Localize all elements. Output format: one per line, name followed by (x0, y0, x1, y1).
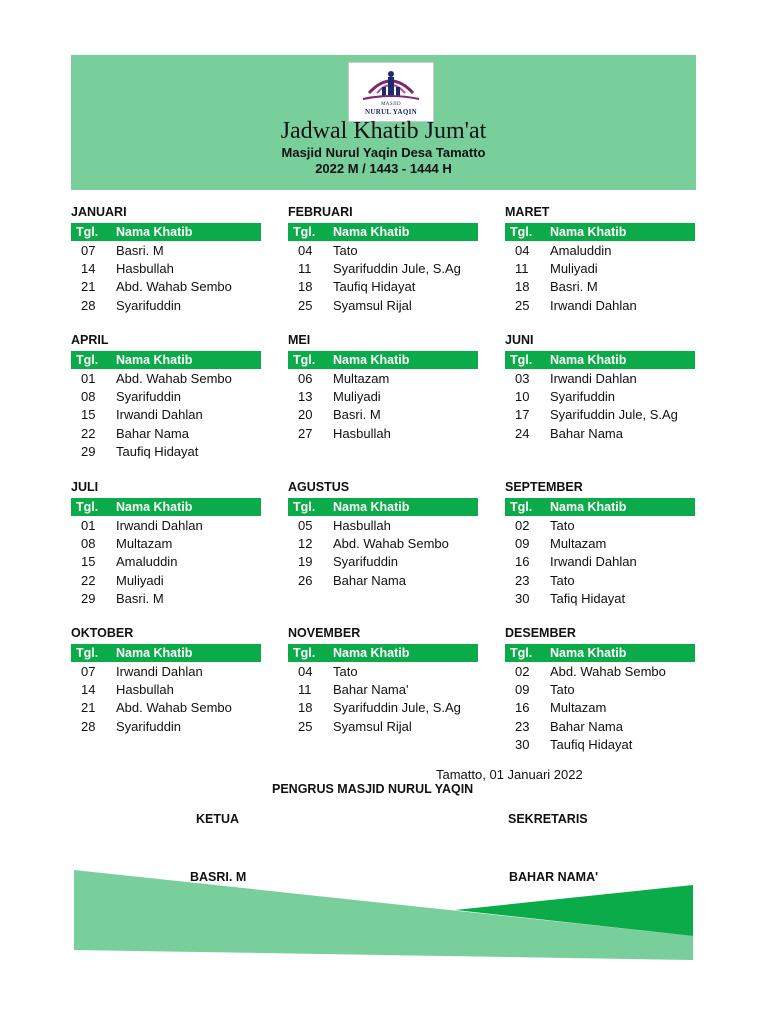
row-date: 23 (515, 572, 530, 588)
row-khatib: Tato (333, 664, 358, 679)
row-khatib: Syarifuddin (116, 389, 182, 405)
row-khatib: Taufiq Hidayat (550, 736, 633, 752)
row-khatib: Tafiq Hidayat (550, 590, 626, 606)
row-date: 16 (515, 700, 530, 716)
row-date: 17 (515, 407, 530, 423)
row-date: 28 (81, 297, 96, 313)
row-khatib: Multazam (116, 536, 173, 552)
row-date: 30 (515, 736, 530, 752)
row-date: 09 (515, 536, 530, 552)
header-date: Tgl. (293, 225, 316, 239)
row-khatib: Syamsul Rijal (333, 718, 412, 734)
row-khatib: Basri. M (333, 407, 381, 423)
month-name: DESEMBER (505, 626, 576, 640)
row-date: 16 (515, 554, 530, 570)
organization-name: PENGRUS MASJID NURUL YAQIN (272, 782, 474, 796)
row-khatib: Abd. Wahab Sembo (333, 536, 449, 552)
month-name: AGUSTUS (288, 480, 350, 494)
row-khatib: Irwandi Dahlan (550, 371, 637, 386)
header-khatib: Nama Khatib (333, 225, 410, 239)
row-khatib: Irwandi Dahlan (550, 297, 637, 313)
header-date: Tgl. (293, 646, 316, 660)
row-date: 19 (298, 554, 313, 570)
row-date: 11 (298, 682, 312, 698)
logo-small-text: MASJID (381, 102, 401, 107)
row-khatib: Bahar Nama' (333, 682, 409, 698)
row-date: 18 (515, 279, 530, 295)
header-khatib: Nama Khatib (333, 353, 410, 367)
row-khatib: Taufiq Hidayat (333, 279, 416, 295)
row-khatib: Muliyadi (550, 261, 598, 277)
page-period: 2022 M / 1443 - 1444 H (315, 161, 452, 176)
row-khatib: Syarifuddin (116, 297, 182, 313)
row-khatib: Hasbullah (333, 425, 391, 441)
page-title: Jadwal Khatib Jum'at (280, 118, 487, 144)
month-name: APRIL (71, 333, 109, 347)
row-khatib: Irwandi Dahlan (550, 554, 637, 570)
row-date: 08 (81, 536, 96, 552)
ketua-name: BASRI. M (190, 870, 247, 884)
row-date: 07 (81, 664, 96, 679)
row-date: 11 (298, 261, 312, 277)
row-date: 01 (81, 371, 96, 386)
row-date: 18 (298, 700, 313, 716)
row-date: 12 (298, 536, 313, 552)
row-khatib: Basri. M (116, 590, 164, 606)
row-khatib: Syamsul Rijal (333, 297, 412, 313)
row-khatib: Multazam (550, 700, 607, 716)
row-date: 30 (515, 590, 530, 606)
header-khatib: Nama Khatib (333, 500, 410, 514)
row-khatib: Basri. M (550, 279, 598, 295)
row-khatib: Bahar Nama (550, 718, 623, 734)
month-name: JUNI (505, 333, 534, 347)
row-date: 02 (515, 664, 530, 679)
place-date: Tamatto, 01 Januari 2022 (436, 767, 583, 782)
header-date: Tgl. (76, 353, 99, 367)
row-date: 02 (515, 518, 530, 533)
row-date: 04 (298, 664, 313, 679)
row-date: 05 (298, 518, 313, 533)
row-khatib: Taufiq Hidayat (116, 443, 199, 459)
row-date: 25 (298, 718, 313, 734)
header-khatib: Nama Khatib (116, 646, 193, 660)
row-khatib: Syarifuddin (116, 718, 182, 734)
header-date: Tgl. (510, 500, 533, 514)
row-khatib: Muliyadi (333, 389, 381, 405)
row-khatib: Bahar Nama (550, 425, 623, 441)
row-khatib: Amaluddin (550, 243, 612, 258)
row-date: 07 (81, 243, 96, 258)
header-date: Tgl. (510, 225, 533, 239)
row-date: 15 (81, 407, 96, 423)
row-khatib: Abd. Wahab Sembo (116, 371, 232, 386)
month-name: OKTOBER (71, 626, 134, 640)
row-date: 10 (515, 389, 530, 405)
logo-main-text: NURUL YAQIN (365, 108, 417, 116)
row-khatib: Hasbullah (116, 261, 174, 277)
header-date: Tgl. (293, 500, 316, 514)
row-khatib: Abd. Wahab Sembo (116, 279, 232, 295)
header-date: Tgl. (510, 646, 533, 660)
month-name: JANUARI (71, 205, 127, 219)
row-khatib: Hasbullah (116, 682, 174, 698)
month-name: MEI (288, 333, 311, 347)
row-date: 21 (81, 700, 96, 716)
row-date: 23 (515, 718, 530, 734)
header-khatib: Nama Khatib (550, 646, 627, 660)
row-khatib: Irwandi Dahlan (116, 664, 203, 679)
row-khatib: Muliyadi (116, 572, 164, 588)
row-khatib: Syarifuddin (333, 554, 399, 570)
row-date: 01 (81, 518, 96, 533)
row-khatib: Multazam (550, 536, 607, 552)
row-khatib: Tato (550, 682, 575, 698)
header-date: Tgl. (293, 353, 316, 367)
row-date: 14 (81, 261, 96, 277)
row-date: 29 (81, 590, 96, 606)
row-date: 18 (298, 279, 313, 295)
header-date: Tgl. (76, 225, 99, 239)
row-date: 08 (81, 389, 96, 405)
row-date: 22 (81, 572, 96, 588)
row-khatib: Irwandi Dahlan (116, 407, 203, 423)
row-khatib: Abd. Wahab Sembo (116, 700, 232, 716)
row-khatib: Tato (333, 243, 358, 258)
row-khatib: Basri. M (116, 243, 164, 258)
row-date: 29 (81, 443, 96, 459)
header-khatib: Nama Khatib (550, 353, 627, 367)
row-date: 03 (515, 371, 530, 386)
row-date: 13 (298, 389, 313, 405)
row-date: 26 (298, 572, 313, 588)
page-subtitle: Masjid Nurul Yaqin Desa Tamatto (281, 145, 486, 160)
header-khatib: Nama Khatib (116, 353, 193, 367)
row-khatib: Syarifuddin Jule, S.Ag (550, 407, 678, 423)
row-date: 25 (515, 297, 530, 313)
header-date: Tgl. (510, 353, 533, 367)
row-date: 20 (298, 407, 313, 423)
ketua-label: KETUA (196, 812, 240, 826)
header-khatib: Nama Khatib (550, 500, 627, 514)
row-date: 11 (515, 261, 529, 277)
header-khatib: Nama Khatib (550, 225, 627, 239)
row-khatib: Bahar Nama (116, 425, 189, 441)
row-khatib: Abd. Wahab Sembo (550, 664, 666, 679)
row-khatib: Syarifuddin (550, 389, 616, 405)
header-khatib: Nama Khatib (333, 646, 410, 660)
row-khatib: Amaluddin (116, 554, 178, 570)
month-name: SEPTEMBER (505, 480, 583, 494)
header-khatib: Nama Khatib (116, 500, 193, 514)
row-khatib: Syarifuddin Jule, S.Ag (333, 261, 461, 277)
header-khatib: Nama Khatib (116, 225, 193, 239)
row-khatib: Syarifuddin Jule, S.Ag (333, 700, 461, 716)
sekretaris-label: SEKRETARIS (508, 812, 588, 826)
row-date: 25 (298, 297, 313, 313)
row-khatib: Multazam (333, 371, 390, 386)
header-date: Tgl. (76, 500, 99, 514)
row-khatib: Bahar Nama (333, 572, 406, 588)
month-name: NOVEMBER (288, 626, 361, 640)
row-khatib: Tato (550, 518, 575, 533)
row-date: 24 (515, 425, 530, 441)
row-date: 06 (298, 371, 313, 386)
row-date: 09 (515, 682, 530, 698)
row-date: 04 (298, 243, 313, 258)
row-date: 04 (515, 243, 530, 258)
row-date: 22 (81, 425, 96, 441)
month-name: JULI (71, 480, 99, 494)
row-khatib: Tato (550, 572, 575, 588)
row-date: 15 (81, 554, 96, 570)
row-date: 21 (81, 279, 96, 295)
month-name: FEBRUARI (288, 205, 353, 219)
sekretaris-name: BAHAR NAMA' (509, 870, 599, 884)
row-date: 28 (81, 718, 96, 734)
row-date: 27 (298, 425, 313, 441)
row-khatib: Irwandi Dahlan (116, 518, 203, 533)
row-date: 14 (81, 682, 96, 698)
header-date: Tgl. (76, 646, 99, 660)
month-name: MARET (505, 205, 550, 219)
row-khatib: Hasbullah (333, 518, 391, 533)
